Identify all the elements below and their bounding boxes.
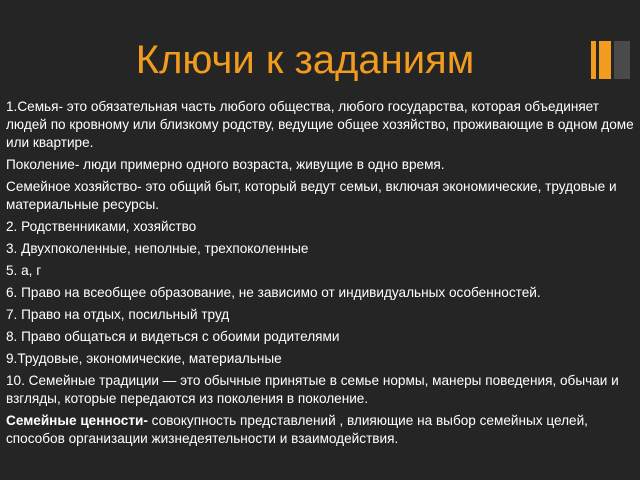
answer-paragraph: 6. Право на всеобщее образование, не зависимо от индивидуальных особенностей. <box>6 285 541 300</box>
slide-title: Ключи к заданиям <box>135 38 475 82</box>
term-definition: совокупность представлений , влияющие на выбор семейных целей, способов организации жизнедеятельности и взаимодействия. <box>6 413 588 446</box>
answer-paragraph-values <box>6 412 636 448</box>
decorative-bar <box>614 41 630 79</box>
answer-paragraph: Семейное хозяйство- это общий быт, который ведут семьи, включая экономические, трудовые и материальные ресурсы. <box>6 179 617 212</box>
answer-paragraph: 3. Двухпоколенные, неполные, трехпоколенные <box>6 241 309 256</box>
answer-paragraph: 5. а, г <box>6 263 42 278</box>
term-label: Семейные ценности- <box>6 413 148 428</box>
decorative-bar <box>591 41 596 79</box>
answer-paragraph: 10. Семейные традиции — это обычные принятые в семье нормы, манеры поведения, обычаи и взгляды, которые передаются из поколения в поколение. <box>6 373 619 406</box>
answer-paragraph: 1.Семья- это обязательная часть любого общества, любого государства, которая объединяет людей по кровному или близкому родству, ведущие общее хозяйство, проживающие в одном доме или квартире. <box>6 99 634 150</box>
answers-list <box>6 98 636 452</box>
decorative-bar <box>599 41 611 79</box>
answer-paragraph: 7. Право на отдых, посильный труд <box>6 307 230 322</box>
answer-paragraph: 8. Право общаться и видеться с обоими родителями <box>6 329 340 344</box>
answer-paragraph: Поколение- люди примерно одного возраста, живущие в одно время. <box>6 157 445 172</box>
answer-paragraph: 9.Трудовые, экономические, материальные <box>6 351 282 366</box>
answer-paragraph: 2. Родственниками, хозяйство <box>6 219 197 234</box>
